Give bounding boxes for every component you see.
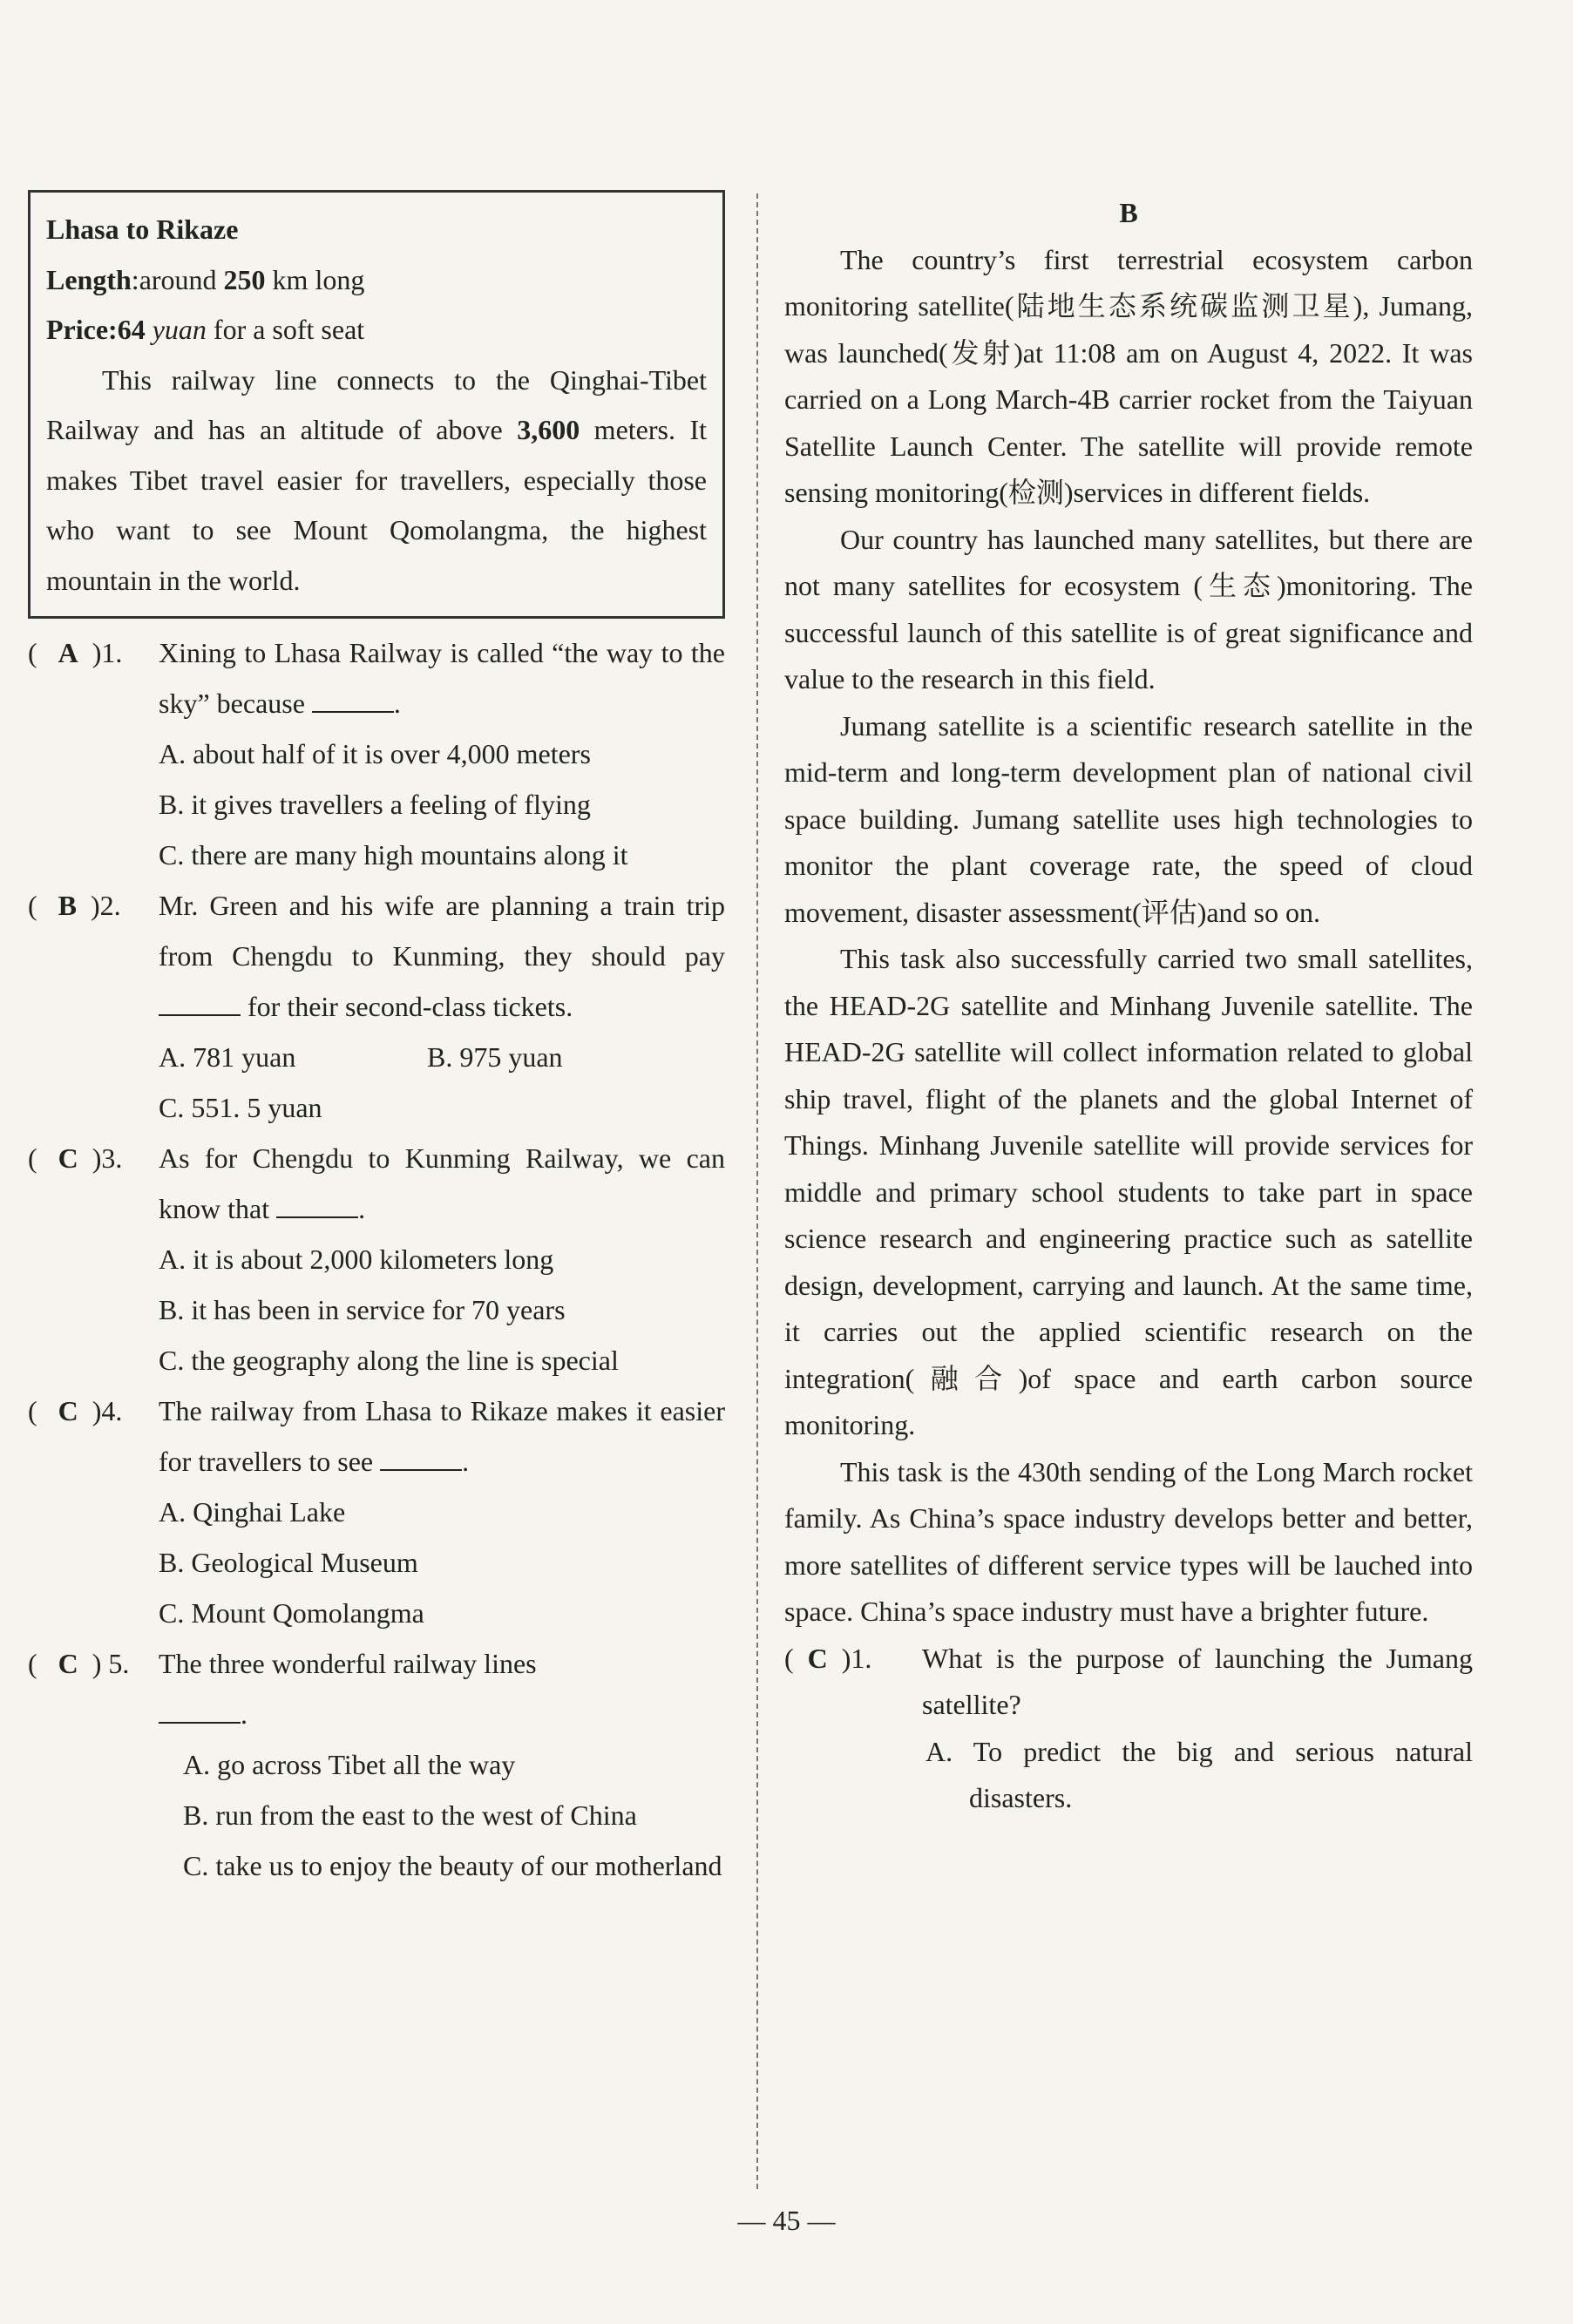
option-b: B. run from the east to the west of China [183, 1799, 637, 1831]
left-column [28, 190, 725, 1891]
question-2 [28, 880, 725, 1133]
question-blank: . [28, 1689, 725, 1739]
answer-mark: ( B )2. [28, 890, 121, 921]
question-b1 [784, 1636, 1473, 1822]
option-a: A. go across Tibet all the way [183, 1749, 516, 1780]
question-1 [28, 627, 725, 880]
page-number: — 45 — [737, 2205, 836, 2236]
option-b: B. 975 yuan [427, 1041, 563, 1073]
option-c: C. 551. 5 yuan [159, 1092, 322, 1123]
question-stem: Xining to Lhasa Railway is called “the way to the sky” because . [159, 637, 725, 719]
passage-paragraph-3: Jumang satellite is a scientific research satellite in the mid-term and long-term development plan of national civil space building. Jumang satellite uses high technologies to monitor the plant coverage rate, the speed of cloud movement, disaster assessment(评估)and so on. [784, 709, 1473, 928]
question-3 [28, 1133, 725, 1386]
question-stem: Mr. Green and his wife are planning a train trip from Chengdu to Kunming, they should pay for their second-class tickets. [159, 890, 725, 1022]
passage-paragraph-1: The country’s first terrestrial ecosystem carbon monitoring satellite(陆地生态系统碳监测卫星), Jumang, was launched(发射)at 11:08 am on August 4, 2022. It was carried on a Long March-4B carrier rocket from the Taiyuan Satellite Launch Center. The satellite will provide remote sensing monitoring(检测)services in different fields. [784, 243, 1473, 508]
answer-mark: ( C )1. [784, 1642, 872, 1674]
passage-paragraph-4: This task also successfully carried two small satellites, the HEAD-2G satellite and Minhang Juvenile satellite. The HEAD-2G satellite will collect information related to global ship travel, flight of the planets and the global Internet of Things. Minhang Juvenile satellite will provide services for middle and primary school students to take part in space science research and engineering practice such as satellite design, development, carrying and launch. At the same time, it carries out the applied scientific research on the integration(融合)of space and earth carbon source monitoring. [784, 943, 1473, 1440]
answer-mark: ( C ) 5. [28, 1648, 130, 1679]
option-b: B. it gives travellers a feeling of flying [159, 789, 591, 820]
option-a: A. To predict the big and serious natural disasters. [925, 1735, 1473, 1813]
info-description: This railway line connects to the Qinghai-Tibet Railway and has an altitude of above 3,600 meters. It makes Tibet travel easier for travellers, especially those who want to see Mount Qomolangma, the highest mountain in the world. [46, 363, 708, 596]
question-stem: What is the purpose of launching the Jumang satellite? [922, 1642, 1473, 1720]
question-stem: The railway from Lhasa to Rikaze makes it easier for travellers to see . [159, 1395, 725, 1477]
passage-paragraph-5: This task is the 430th sending of the Long March rocket family. As China’s space industry develops better and better, more satellites of different service types will be lauched into space. China’s space industry must have a brighter future. [784, 1455, 1473, 1627]
answer-mark: ( C )3. [28, 1142, 123, 1174]
question-4 [28, 1386, 725, 1638]
option-a: A. it is about 2,000 kilometers long [159, 1243, 554, 1275]
option-b: B. Geological Museum [159, 1547, 418, 1578]
question-5 [28, 1638, 725, 1891]
right-column [784, 190, 1473, 1822]
info-title: Lhasa to Rikaze [46, 213, 239, 245]
option-row [28, 1032, 725, 1082]
option-c: C. there are many high mountains along it [159, 839, 628, 871]
info-price: Price:64 yuan for a soft seat [46, 314, 365, 345]
answer-mark: ( A )1. [28, 637, 123, 668]
option-c: C. the geography along the line is special [159, 1345, 619, 1376]
section-title: B [1119, 197, 1138, 228]
option-a: A. 781 yuan [159, 1041, 296, 1073]
question-stem: As for Chengdu to Kunming Railway, we can know that . [159, 1142, 725, 1224]
option-a: A. Qinghai Lake [159, 1496, 346, 1528]
option-a: A. about half of it is over 4,000 meters [159, 738, 591, 769]
column-divider [756, 193, 758, 2189]
passage-paragraph-2: Our country has launched many satellites, but there are not many satellites for ecosystem (生态)monitoring. The successful launch of this satellite is of great significance and value to the research in this field. [784, 523, 1473, 694]
railway-info-box [28, 190, 725, 619]
option-c: C. Mount Qomolangma [159, 1597, 424, 1629]
answer-mark: ( C )4. [28, 1395, 123, 1426]
info-length: Length:around 250 km long [46, 263, 365, 295]
question-list [28, 627, 725, 1891]
option-b: B. it has been in service for 70 years [159, 1294, 566, 1325]
question-stem: The three wonderful railway lines [159, 1648, 537, 1679]
option-c: C. take us to enjoy the beauty of our motherland [183, 1850, 722, 1881]
